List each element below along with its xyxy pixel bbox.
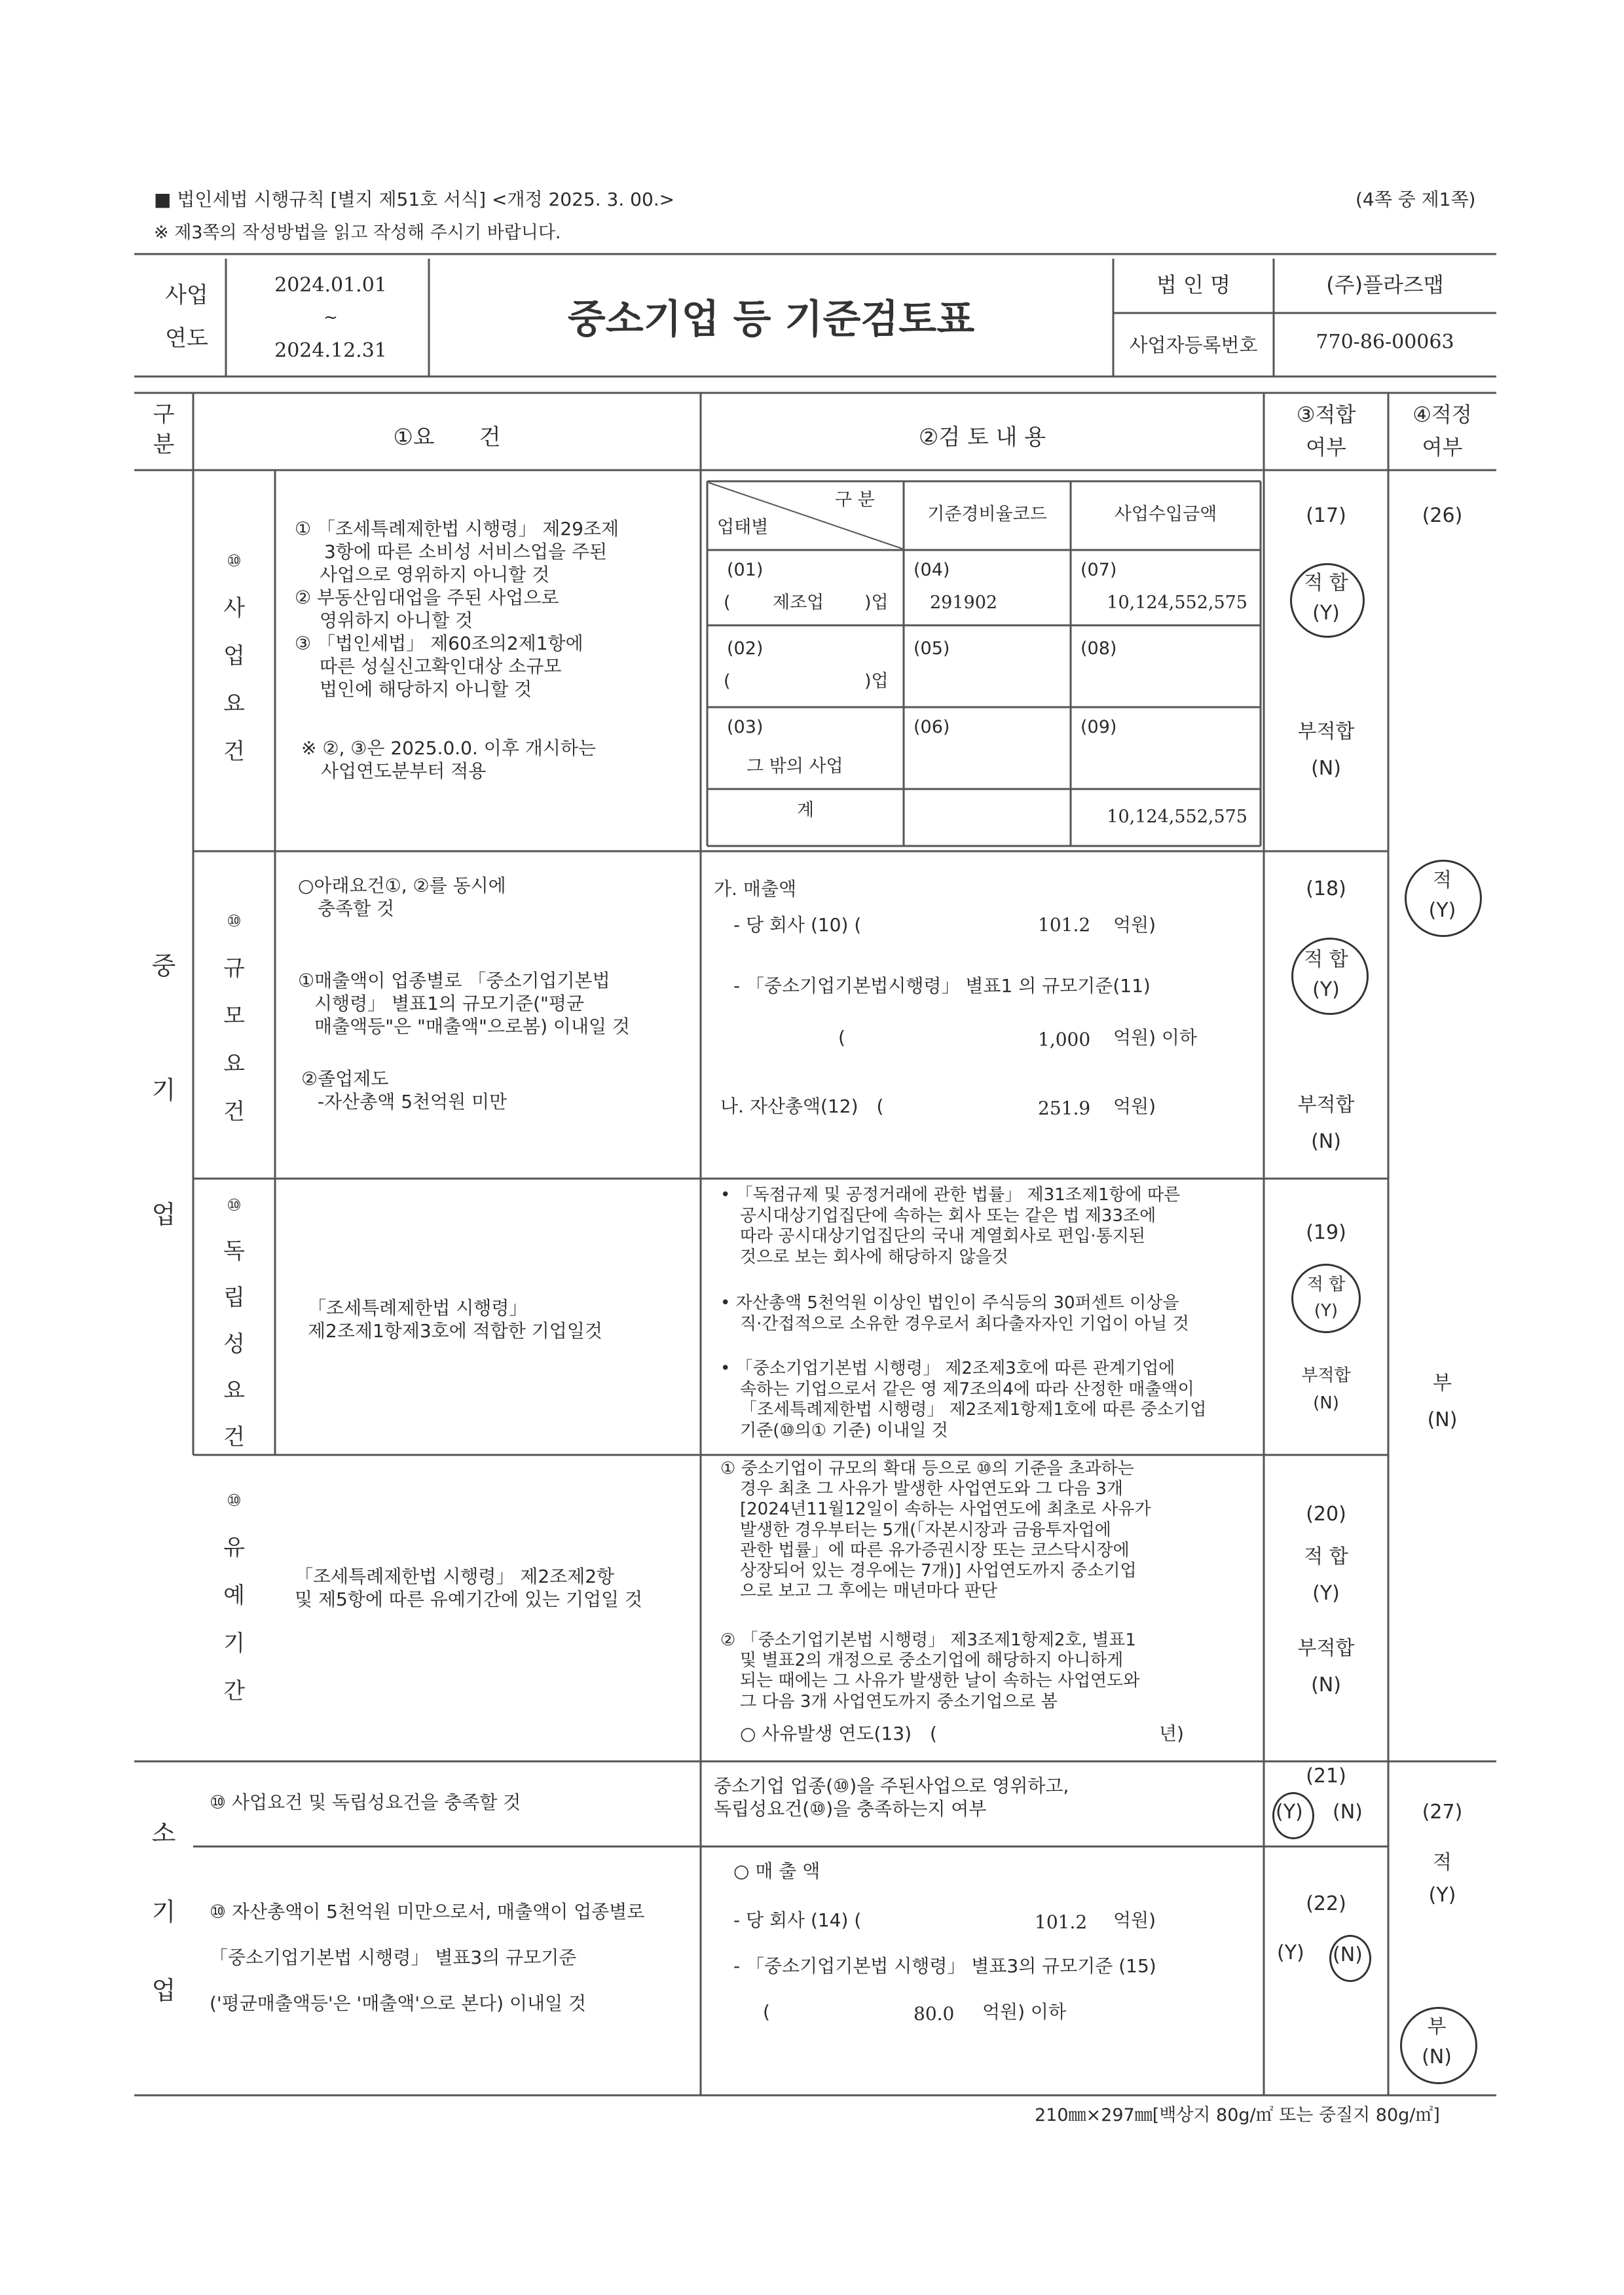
- row-104-review-year-post: 년): [1159, 1723, 1184, 1744]
- row-104-fit-no: (20): [1306, 1503, 1346, 1526]
- table-total-amount: 10,124,552,575: [1107, 807, 1247, 827]
- row-104-review-year-pre: ○ 사유발생 연도(13) (: [740, 1723, 937, 1744]
- row-105-requirement: ⑩ 사업요건 및 독립성요건을 충족할 것: [210, 1791, 521, 1813]
- row-106-fit-no: (22): [1306, 1892, 1346, 1915]
- biz-reg-label: 사업자등록번호: [1129, 334, 1258, 356]
- row-105-fit-y: (Y): [1276, 1801, 1303, 1824]
- table-h-amount: 사업수입금액: [1114, 504, 1217, 524]
- row-102-label: ⑩ 규 모 요 건: [223, 911, 245, 1125]
- col-header-review: ②검 토 내 용: [918, 424, 1046, 450]
- table-row1-code-no: (04): [913, 560, 950, 580]
- table-row3-code-no: (06): [913, 717, 950, 737]
- table-row1-no: (01): [727, 560, 764, 580]
- period-start: 2024.01.01: [274, 274, 387, 297]
- table-row1-close: )업: [864, 593, 889, 613]
- table-h-industry: 업태별: [717, 517, 769, 538]
- row-106-rev-standard: - 「중소기업기본법 시행령」 별표3의 규모기준 (15): [733, 1955, 1156, 1977]
- table-row1-code: 291902: [930, 593, 998, 613]
- row-103-review-3: • 「중소기업기본법 시행령」 제2조제3호에 따른 관계기업에 속하는 기업으로서 같은 영 제7조의4에 따라 산정한 매출액이 「조세특례제한법 시행령」 제2조제1항제1호에 따른 중소기업 기준(⑩의① 기준) 이내일 것: [720, 1359, 1207, 1441]
- table-row2-amt-no: (08): [1080, 638, 1117, 659]
- row-103-review-1: • 「독점규제 및 공정거래에 관한 법률」 제31조제1항에 따른 공시대상기업집단에 속하는 회사 또는 같은 법 제33조에 따라 공시대상기업집단의 국내 계열회사로 편입·통지된 것으로 보는 회사에 해당하지 않을것: [720, 1185, 1181, 1268]
- row-105-eligibility-yes: 적 (Y): [1428, 1851, 1456, 1907]
- instruction-note: ※ 제3쪽의 작성방법을 읽고 작성해 주시기 바랍니다.: [154, 223, 561, 243]
- col-header-gubun: 구 분: [153, 401, 175, 458]
- corp-name-label: 법 인 명: [1156, 272, 1231, 297]
- row-102-fit-yes: 적 합 (Y): [1304, 948, 1348, 1001]
- row-102-req-b: ①매출액이 업종별로 「중소기업기본법 시행령」 별표1의 규모기준("평균 매출액등"은 "매출액"으로봄) 이내일 것: [298, 970, 630, 1037]
- row-102-rev-sales: 가. 매출액: [714, 878, 796, 900]
- row-103-label: ⑩ 독 립 성 요 건: [223, 1196, 245, 1450]
- table-h-code: 기준경비율코드: [927, 504, 1047, 524]
- row-101-eligibility-no: (26): [1422, 504, 1463, 527]
- row-102-req-c: ②졸업제도 -자산총액 5천억원 미만: [301, 1068, 507, 1112]
- row-103-requirements: 「조세특례제한법 시행령」 제2조제1항제3호에 적합한 기업일것: [308, 1297, 602, 1342]
- row-102-rev-std-post: 억원) 이하: [1113, 1027, 1198, 1048]
- table-row1-amt-no: (07): [1080, 560, 1117, 580]
- paper-spec: 210㎜×297㎜[백상지 80g/㎡ 또는 중질지 80g/㎡]: [1035, 2105, 1440, 2125]
- row-106-rev-std-value: 80.0: [913, 2003, 955, 2025]
- table-row1-industry: 제조업: [773, 593, 824, 613]
- table-row2-code-no: (05): [913, 638, 950, 659]
- row-106-rev-std-open: (: [763, 2001, 770, 2023]
- table-row1-open: (: [724, 593, 731, 613]
- row-102-fit-no: (18): [1306, 877, 1346, 900]
- row-105-eligibility-no: (27): [1422, 1801, 1463, 1824]
- table-row2-no: (02): [727, 638, 764, 659]
- row-102-rev-standard: - 「중소기업기본법시행령」 별표1 의 규모기준(11): [733, 975, 1151, 997]
- row-101-requirements: ① 「조세특례제한법 시행령」 제29조제 3항에 따른 소비성 서비스업을 주된 사업으로 영위하지 아니할 것 ② 부동산임대업을 주된 사업으로 영위하지 아니할 것 ③ 「법인세법」 제60조의2제1항에 따른 성실신고확인대상 소규모 법인에 해당하지 아니할 것: [295, 518, 619, 700]
- row-106-fit-n: (N): [1333, 1943, 1363, 1966]
- business-year-label: 사업 연도: [165, 282, 208, 352]
- row-101-note: ※ ②, ③은 2025.0.0. 이후 개시하는 사업연도분부터 적용: [301, 737, 596, 782]
- row-101-fit-no: (17): [1306, 504, 1346, 527]
- row-101-fit-no-label: 부적합 (N): [1297, 720, 1355, 780]
- row-104-label: ⑩ 유 예 기 간: [223, 1491, 245, 1704]
- biz-reg-number: 770-86-00063: [1316, 331, 1454, 354]
- row-106-fit-y: (Y): [1277, 1941, 1304, 1964]
- row-103-eligibility-no: 부 (N): [1427, 1372, 1458, 1431]
- col-header-requirement: ①요 건: [393, 424, 501, 450]
- row-103-fit-no: (19): [1306, 1221, 1346, 1244]
- col-header-eligibility: ④적정 여부: [1412, 402, 1472, 460]
- row-106-requirements: ⑩ 자산총액이 5천억원 미만으로서, 매출액이 업종별로 「중소기업기본법 시행령」 별표3의 규모기준 ('평균매출액등'은 '매출액'으로 본다) 이내일 것: [210, 1901, 645, 2014]
- row-106-rev-own-post: 억원): [1113, 1909, 1156, 1931]
- row-103-fit-no-label: 부적합 (N): [1301, 1366, 1351, 1413]
- table-row3-no: (03): [727, 717, 764, 737]
- row-101-label: ⑩ 사 업 요 건: [223, 551, 245, 765]
- row-104-review-2: ② 「중소기업기본법 시행령」 제3조제1항제2호, 별표1 및 별표2의 개정으로 중소기업에 해당하지 아니하게 되는 때에는 그 사유가 발생한 날이 속하는 사업연도와 그 다음 3개 사업연도까지 중소기업으로 봄: [720, 1630, 1140, 1712]
- table-h-gubun: 구 분: [835, 490, 875, 510]
- row-103-fit-yes: 적 합 (Y): [1306, 1275, 1346, 1321]
- row-102-rev-own-post: 억원): [1113, 914, 1156, 936]
- row-102-rev-own-pre: - 당 회사 (10) (: [733, 914, 862, 936]
- row-104-fit-no-label: 부적합 (N): [1297, 1637, 1355, 1697]
- table-row3-industry: 그 밖의 사업: [747, 756, 843, 777]
- corp-name: (주)플라즈맵: [1326, 272, 1444, 297]
- table-total-label: 계: [796, 800, 815, 820]
- row-101-fit-yes: 적 합 (Y): [1304, 572, 1348, 625]
- period-tilde: ~: [323, 308, 338, 327]
- table-row2-close: )업: [864, 671, 889, 691]
- table-row2-open: (: [724, 671, 731, 691]
- row-106-rev-sales: ○ 매 출 액: [733, 1860, 821, 1882]
- row-106-rev-std-post: 억원) 이하: [982, 2001, 1067, 2023]
- row-102-rev-own-value: 101.2: [1038, 914, 1091, 936]
- col-header-fit: ③적합 여부: [1296, 402, 1356, 460]
- row-102-rev-assets-pre: 나. 자산총액(12) (: [720, 1095, 884, 1117]
- section-label-small: 소 기 업: [151, 1819, 176, 2005]
- row-102-rev-assets-value: 251.9: [1038, 1097, 1091, 1119]
- row-102-rev-std-value: 1,000: [1038, 1029, 1091, 1050]
- row-104-requirements: 「조세특례제한법 시행령」 제2조제2항 및 제5항에 따른 유예기간에 있는 기업일 것: [295, 1566, 643, 1610]
- row-102-eligibility-yes: 적 (Y): [1428, 869, 1456, 922]
- row-106-eligibility-no: 부 (N): [1422, 2015, 1452, 2068]
- row-104-review-1: ① 중소기업이 규모의 확대 등으로 ⑩의 기준을 초과하는 경우 최초 그 사유가 발생한 사업연도와 그 다음 3개 [2024년11월12일이 속하는 사업연도에 최초로 사유가 발생한 경우부터는 5개(「자본시장과 금융투자업에 관한 법률」에 따른 유가증권시장 또는 코스닥시장에 상장되어 있는 경우에는 7개)] 사업연도까지 중소기업 으로 보고 그 후에는 매년마다 판단: [720, 1459, 1151, 1602]
- row-102-fit-no-label: 부적합 (N): [1297, 1093, 1355, 1153]
- row-105-review: 중소기업 업종(⑩)을 주된사업으로 영위하고, 독립성요건(⑩)을 충족하는지 여부: [714, 1775, 1069, 1820]
- section-label-sme: 중 기 업: [151, 951, 176, 1229]
- table-row3-amt-no: (09): [1080, 717, 1117, 737]
- row-105-fit-n: (N): [1333, 1801, 1363, 1824]
- period-end: 2024.12.31: [274, 339, 387, 362]
- row-105-fit-no: (21): [1306, 1765, 1346, 1788]
- row-103-review-2: • 자산총액 5천억원 이상인 법인이 주식등의 30퍼센트 이상을 직·간접적으로 소유한 경우로서 최다출자자인 기업이 아닐 것: [720, 1293, 1189, 1334]
- page-title: 중소기업 등 기준검토표: [567, 297, 975, 342]
- row-106-rev-own-value: 101.2: [1035, 1911, 1088, 1933]
- row-102-rev-assets-post: 억원): [1113, 1095, 1156, 1117]
- row-106-rev-own-pre: - 당 회사 (14) (: [733, 1909, 862, 1931]
- page-info: (4쪽 중 제1쪽): [1356, 189, 1476, 210]
- form-reference: ■ 법인세법 시행규칙 [별지 제51호 서식] <개정 2025. 3. 00.>: [154, 189, 675, 210]
- row-104-fit-yes: 적 합 (Y): [1304, 1545, 1348, 1605]
- table-row1-amount: 10,124,552,575: [1107, 593, 1247, 613]
- row-102-rev-std-open: (: [838, 1027, 845, 1048]
- row-102-req-a: ○아래요건①, ②를 동시에 충족할 것: [298, 875, 506, 919]
